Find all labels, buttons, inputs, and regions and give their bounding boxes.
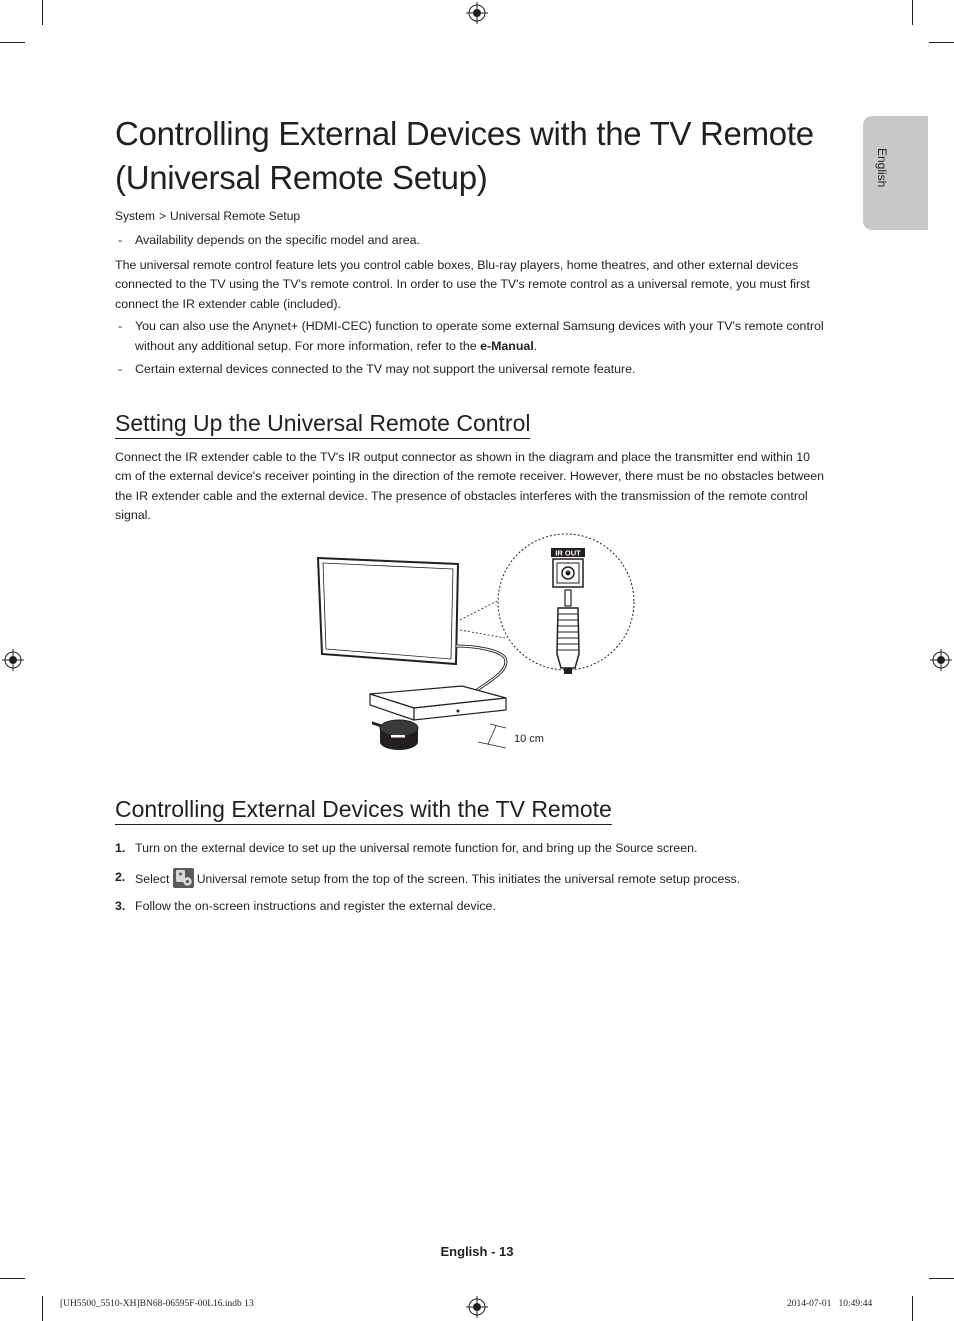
crop-mark bbox=[42, 0, 43, 25]
intro-paragraph: The universal remote control feature lets you control cable boxes, Blu-ray players, home theatres, and other external devices connected to the TV using the TV's remote control. In order to use the TV's remote control as a universal remote, you must first connect the IR extender cable (included). bbox=[115, 258, 810, 311]
e-manual-reference: e-Manual bbox=[480, 338, 534, 353]
page-number: English - 13 bbox=[440, 1244, 514, 1259]
step-text: Turn on the external device to set up the universal remote function for, and bring up the bbox=[135, 841, 616, 855]
ir-extender-diagram bbox=[300, 528, 660, 758]
step-text-end: from the top of the screen. This initiates the universal remote setup process. bbox=[320, 872, 741, 886]
note-dash: - bbox=[118, 319, 123, 333]
note-availability bbox=[118, 231, 830, 251]
step-number: 2. bbox=[115, 870, 126, 884]
crop-mark bbox=[912, 0, 913, 25]
note-anynet-text: You can also use the Anynet+ (HDMI-CEC) function to operate some external Samsung devices with your TV's remote control without any additional setup. For more information, refer to the bbox=[135, 319, 824, 353]
note-text: Certain external devices connected to the TV may not support the universal remote feature. bbox=[135, 362, 636, 376]
print-slug-left: [UH5500_5510-XH]BN68-06595F-00L16.indb 13 bbox=[60, 1299, 254, 1309]
note-text bbox=[135, 317, 830, 357]
registration-mark-icon bbox=[930, 649, 952, 671]
crop-mark bbox=[929, 1278, 954, 1279]
ir-transmitter-illustration bbox=[380, 720, 418, 750]
note-text: Availability depends on the specific model and area. bbox=[135, 233, 420, 247]
registration-mark-icon bbox=[466, 2, 488, 24]
crop-mark bbox=[912, 1296, 913, 1321]
breadcrumb-separator: > bbox=[159, 209, 167, 223]
note-anynet bbox=[118, 317, 830, 357]
crop-mark bbox=[929, 42, 954, 43]
registration-mark-icon bbox=[466, 1296, 488, 1318]
step-item bbox=[115, 868, 835, 888]
setup-paragraph: Connect the IR extender cable to the TV's IR output connector as shown in the diagram and place the transmitter end within 10 cm of the external device's receiver pointing in the direction of the remote receiver. However, there must be no obstacles between the IR extender cable and the external device. The presence of obstacles interferes with the transmission of the remote control signal. bbox=[115, 450, 825, 522]
tv-illustration bbox=[318, 558, 458, 664]
page-title bbox=[115, 112, 855, 200]
ui-term-source: Source bbox=[615, 841, 654, 855]
universal-remote-setup-icon bbox=[173, 868, 194, 888]
ui-term-universal-remote-setup: Universal remote setup bbox=[196, 872, 321, 886]
section-heading-controlling: Controlling External Devices with the TV Remote bbox=[115, 795, 612, 825]
step-text-end: screen. bbox=[653, 841, 698, 855]
distance-label: 10 cm bbox=[514, 733, 544, 745]
crop-mark bbox=[0, 1278, 25, 1279]
language-tab bbox=[863, 116, 928, 230]
ir-out-label: IR OUT bbox=[555, 548, 581, 558]
breadcrumb-item-universal-remote-setup: Universal Remote Setup bbox=[170, 209, 301, 223]
crop-mark bbox=[0, 42, 25, 43]
registration-mark-icon bbox=[2, 649, 24, 671]
crop-mark bbox=[42, 1296, 43, 1321]
note-dash: - bbox=[118, 362, 123, 376]
language-tab-label: English bbox=[875, 148, 889, 188]
step-text: Select bbox=[135, 872, 173, 886]
note-anynet-end: . bbox=[533, 338, 538, 353]
step-item bbox=[115, 839, 835, 857]
step-item bbox=[115, 897, 835, 915]
step-number: 3. bbox=[115, 899, 126, 913]
page-title-line2: (Universal Remote Setup) bbox=[115, 159, 488, 196]
page-title-line1: Controlling External Devices with the TV Remote bbox=[115, 115, 814, 152]
step-text: Follow the on-screen instructions and register the external device. bbox=[135, 899, 496, 913]
breadcrumb bbox=[115, 209, 300, 223]
section-heading-setup: Setting Up the Universal Remote Control bbox=[115, 409, 530, 439]
note-unsupported bbox=[118, 360, 830, 380]
note-dash: - bbox=[118, 233, 123, 247]
step-number: 1. bbox=[115, 841, 126, 855]
print-slug-right: 2014-07-01 10:49:44 bbox=[787, 1299, 873, 1309]
breadcrumb-item-system: System bbox=[115, 209, 156, 223]
